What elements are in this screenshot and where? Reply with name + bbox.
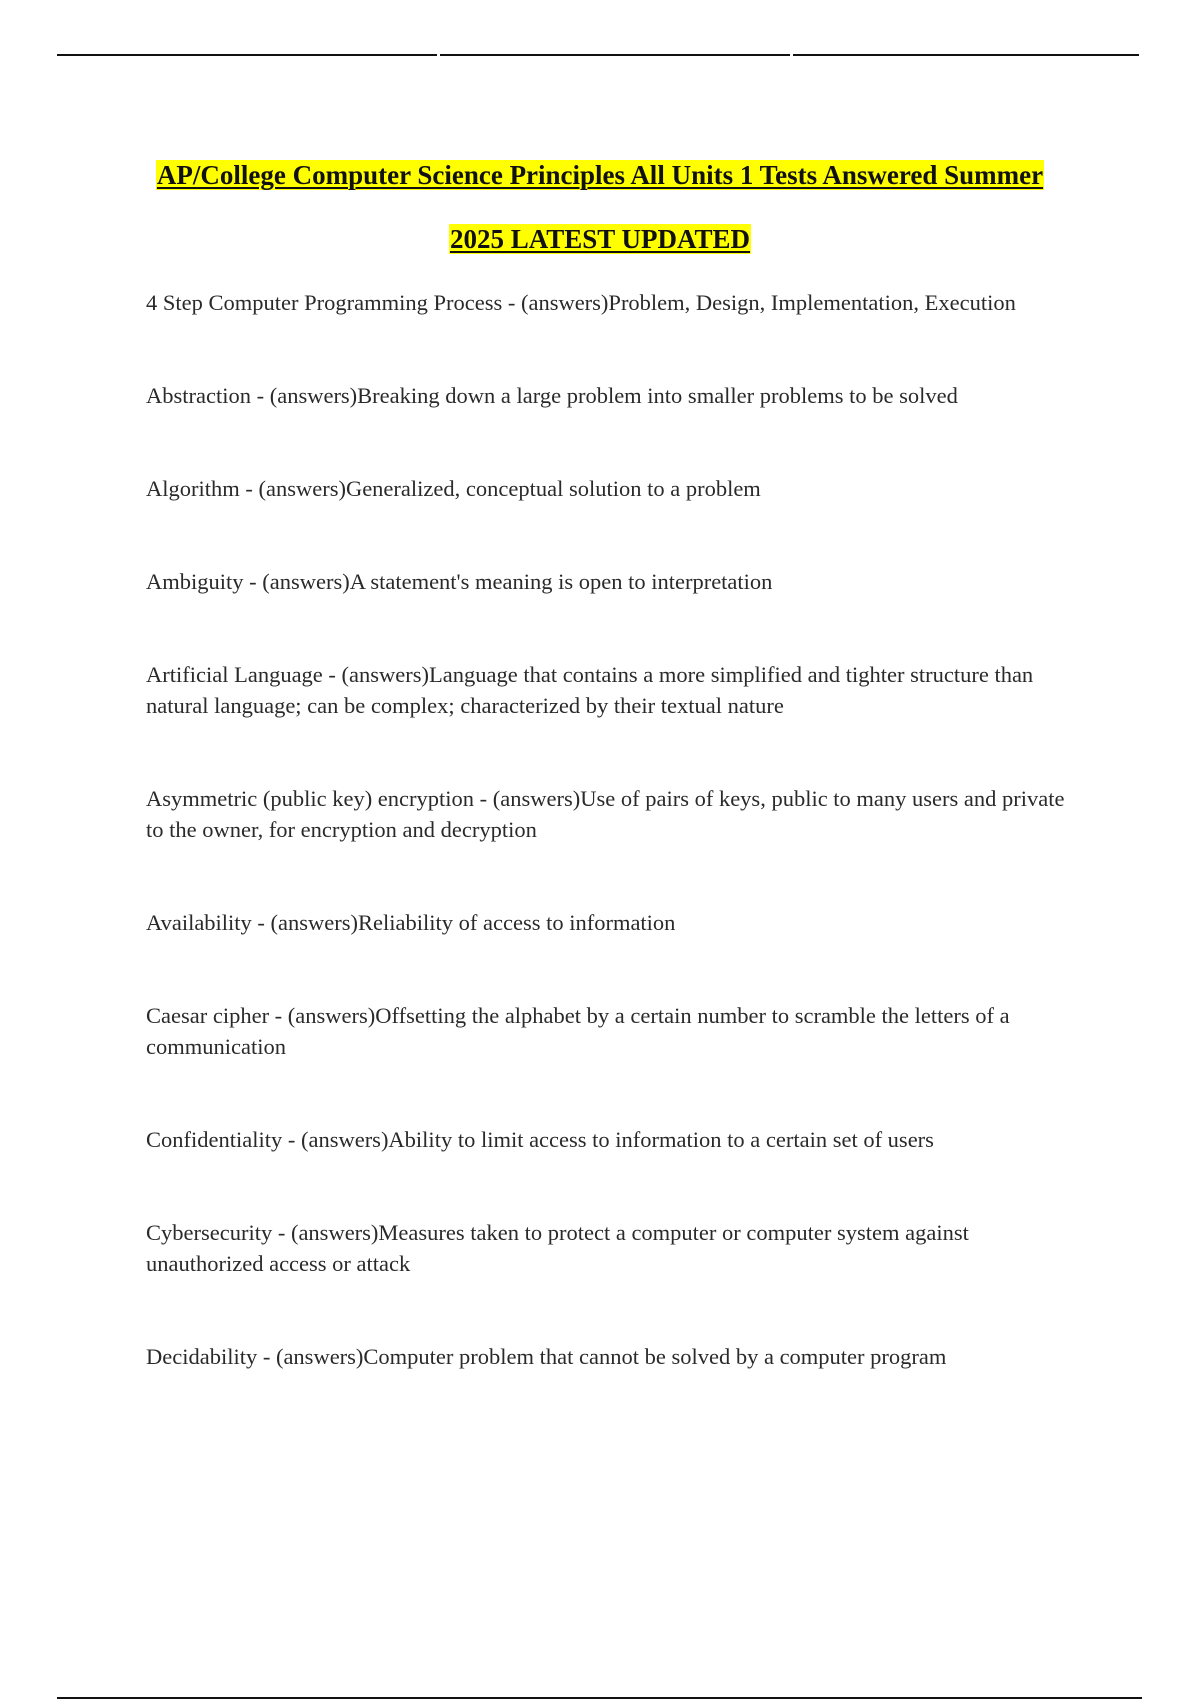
- title-line-2: [100, 207, 1100, 271]
- flashcard-entry: Algorithm - (answers)Generalized, conceptual solution to a problem: [146, 476, 761, 501]
- title-line-2-text: 2025 LATEST UPDATED: [449, 224, 751, 254]
- flashcard-entry: Availability - (answers)Reliability of access to information: [146, 910, 676, 935]
- document-title: [100, 143, 1100, 271]
- flashcard-entry: Decidability - (answers)Computer problem that cannot be solved by a computer program: [146, 1344, 947, 1369]
- flashcard-list: [146, 287, 1086, 1434]
- footer-rule: [57, 1697, 1142, 1699]
- flashcard-entry: Asymmetric (public key) encryption - (answers)Use of pairs of keys, public to many users and private to the owner, for encryption and decryption: [146, 786, 1065, 842]
- flashcard-entry: Abstraction - (answers)Breaking down a large problem into smaller problems to be solved: [146, 383, 958, 408]
- flashcard-entry: Caesar cipher - (answers)Offsetting the alphabet by a certain number to scramble the letters of a communication: [146, 1003, 1010, 1059]
- flashcard-entry: Cybersecurity - (answers)Measures taken to protect a computer or computer system against unauthorized access or attack: [146, 1220, 969, 1276]
- flashcard-entry: Artificial Language - (answers)Language that contains a more simplified and tighter structure than natural language; can be complex; characterized by their textual nature: [146, 662, 1034, 718]
- title-line-1: [100, 143, 1100, 207]
- flashcard-entry: 4 Step Computer Programming Process - (answers)Problem, Design, Implementation, Execution: [146, 290, 1016, 315]
- title-line-1-text: AP/College Computer Science Principles All Units 1 Tests Answered Summer: [156, 160, 1044, 190]
- header-rule-segment: [440, 54, 790, 56]
- flashcard-entry: Ambiguity - (answers)A statement's meaning is open to interpretation: [146, 569, 773, 594]
- header-rule-segment: [57, 54, 437, 56]
- header-rule-segment: [793, 54, 1139, 56]
- flashcard-entry: Confidentiality - (answers)Ability to limit access to information to a certain set of users: [146, 1127, 934, 1152]
